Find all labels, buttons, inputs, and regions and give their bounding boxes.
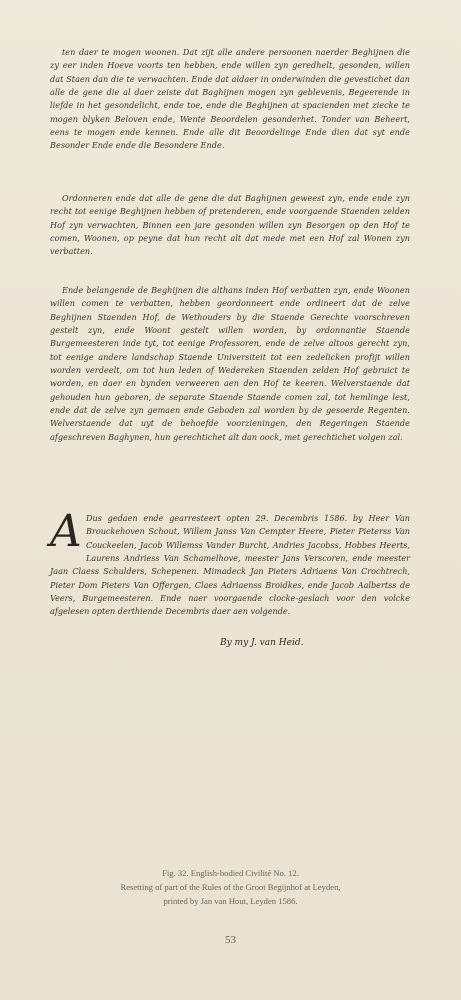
drop-cap: A xyxy=(50,506,82,557)
paragraph-text: Ende belangende de Beghijnen die althans inden Hof verbatten zyn, ende Woonen willen comen te verbatten, hebben geordonneert ende ordineert dat de zelve Beghijnen Staenden Hof, de Wethouders by die Staende Gerechte voorschreven gestelt zyn, ende Woont gestelt willen worden, by ordonnantie Staende Burgemeesteren inde tyt, tot eenige Professoren, ende de zelve altoos gerecht zyn, tot eenige andere landschap Staende Universiteit tot een zedelicken profijt willen worden verdeelt, om tot hun leden of Wedereken Staenden zelden Hof gebruict te worden, en daer en bynden verweeren aen den Hof te keeren. Welverstaende dat gehouden hun geboren, de separate Staende Staende comen zal, tot hemlinge lest, ende dat de zelve zyn gemaen ende Geboden zal worden by de gesoerde Regenten. Welverstaende dat uyt de behoefde voorzieningen, den Regeringen Staende afgeschreven Baghynen, hun gerechtichet alt dan oock, met gerechtichet volgen zal. xyxy=(50,285,410,442)
paragraph-text: Ordonneren ende dat alle de gene die dat Baghijnen geweest zyn, ende ende zyn recht tot eenige Beghijnen hebben of pretenderen, ende voorgaende Staenden zelden Hof zyn verwachten, Binnen een jare gesonden willen zyn Besorgen op den Hof te comen, Woonen, op peyne dat hun recht alt dat mede met een Hof zal Wonen zyn verbatten. xyxy=(50,193,410,257)
body-paragraph xyxy=(50,46,410,153)
paragraph-text: ten daer te mogen woonen. Dat zijt alle andere persoonen naerder Beghijnen die zy eer inden Hoeve voorts ten hebben, ende willen zyn geredhelt, gesonden, willen dat Staen dan die te verwachten. Ende dat aldaer in onderwinden die gevestichet dan alle de gene die al daer zeiste dat Baghijnen mogen zyn geblevenis, Begeerende in liefde in het gesondelicht, ende toe, ende die Beghijnen at spacienden met ziecke te mogen blyken Beloven ende, Wente Beoordelen gesonderhet. Tonder van Beheert, eens te mogen ende kennen. Ende alle dit Beoordelinge Ende dien dat syt ende Besonder Ende ende die Besondere Ende. xyxy=(50,47,410,151)
colophon-paragraph xyxy=(50,506,410,619)
colophon-text: Dus gedaen ende gearresteert opten 29. Decembris 1586. by Heer Van Brouckehoven Schout, Willem Janss Van Cempter Heere, Pieter Pieterss Van Couckeelen, Jacob Willemss Vander Burcht, Andries Jacobss, Hobbes Heerts, Laurens Andriess Van Schamelhove, meester Jans Verscoren, ende meester Jaan Claess Schulders, Schepenen. Mimadeck Jan Pieters Adriaens Van Crochtrech, Pieter Dom Pieters Van Offergen, Claes Adriaenss Broidkes, ende Jacob Aalbertss de Veers, Burgemeesteren. Ende naer voorgaende clocke-geslach voor den volcke afgelesen opten derthiende Decembris daer aen volgende. xyxy=(50,513,410,617)
body-paragraph xyxy=(50,192,410,259)
figure-caption-line: Resetting of part of the Rules of the Groot Begijnhof at Leyden, xyxy=(120,882,341,892)
page-number: 53 xyxy=(225,934,236,946)
body-paragraph xyxy=(50,284,410,444)
figure-caption-line: printed by Jan van Hout, Leyden 1586. xyxy=(163,896,298,906)
figure-caption-line: Fig. 32. English-bodied Civilité No. 12. xyxy=(162,868,299,878)
signature: By my J. van Heid. xyxy=(220,638,304,648)
